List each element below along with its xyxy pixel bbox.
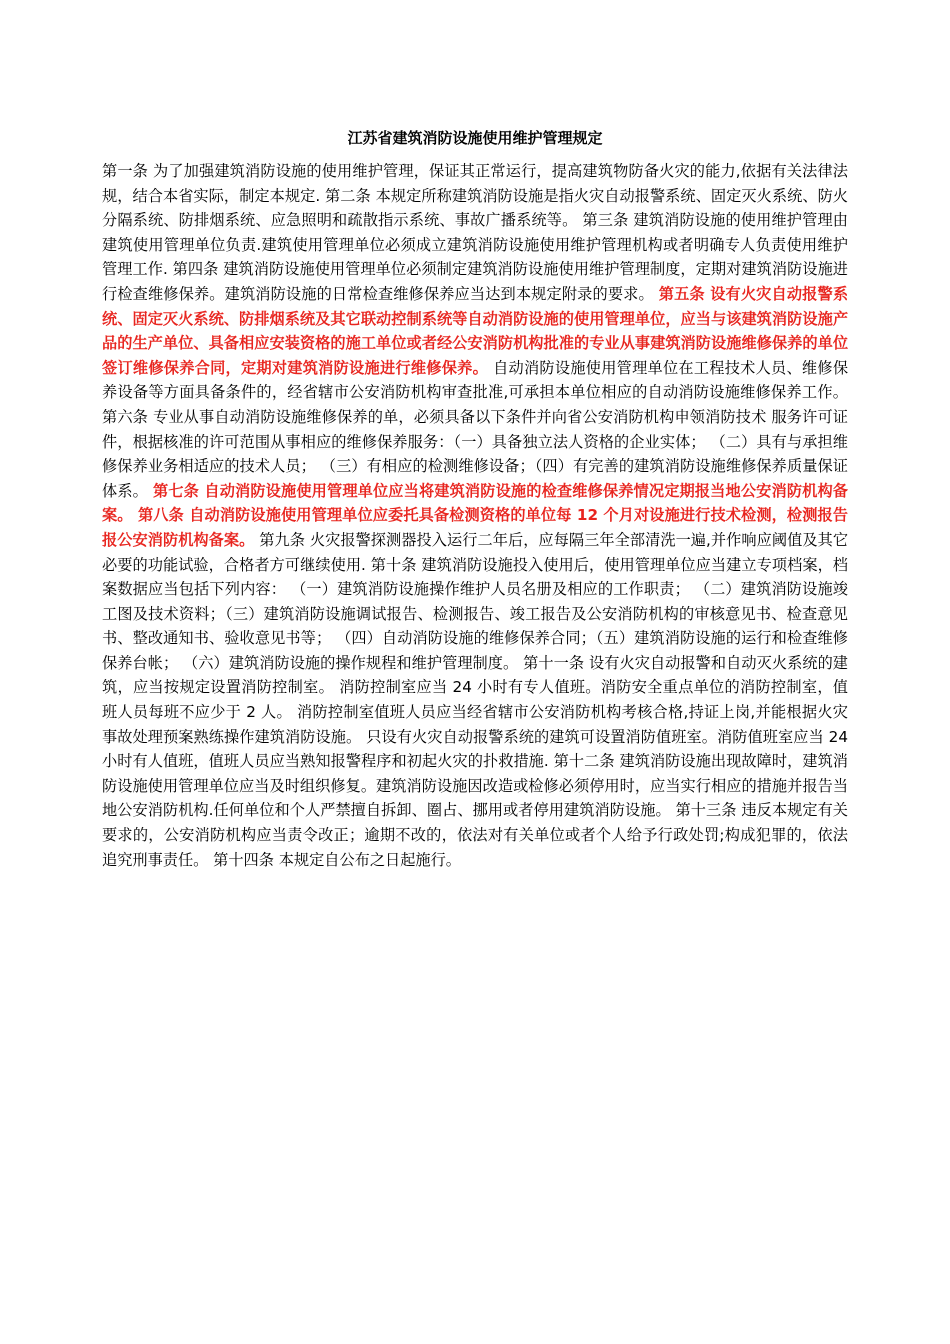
emphasis-text-articles-7-8: 第七条 自动消防设施使用管理单位应当将建筑消防设施的检查维修保养情况定期报当地公安消防机构备案。 第八条 自动消防设施使用管理单位应委托具备检测资格的单位每 12 个月对设施进行技术检测，检测报告报公安消防机构备案。: [102, 481, 848, 549]
body-text-segment-1: 第一条 为了加强建筑消防设施的使用维护管理，保证其正常运行，提高建筑物防备火灾的能力,依据有关法律法规，结合本省实际，制定本规定. 第二条 本规定所称建筑消防设施是指火灾自动报警系统、固定灭火系统、防火分隔系统、防排烟系统、应急照明和疏散指示系统、事故广播系统等。 第三条 建筑消防设施的使用维护管理由建筑使用管理单位负责.建筑使用管理单位必须成立建筑消防设施使用维护管理机构或者明确专人负责使用维护管理工作. 第四条 建筑消防设施使用管理单位必须制定建筑消防设施使用维护管理制度，定期对建筑消防设施进行检查维修保养。建筑消防设施的日常检查维修保养应当达到本规定附录的要求。: [102, 162, 848, 303]
body-text-segment-3: 第九条 火灾报警探测器投入运行二年后，应每隔三年全部清洗一遍,并作响应阈值及其它必要的功能试验，合格者方可继续使用. 第十条 建筑消防设施投入使用后，使用管理单位应当建立专项档案，档案数据应当包括下列内容： （一）建筑消防设施操作维护人员名册及相应的工作职责； （二）建筑消防设施竣工图及技术资料；（三）建筑消防设施调试报告、检测报告、竣工报告及公安消防机构的审核意见书、检查意见书、整改通知书、验收意见书等； （四）自动消防设施的维修保养合同；（五）建筑消防设施的运行和检查维修保养台帐； （六）建筑消防设施的操作规程和维护管理制度。 第十一条 设有火灾自动报警和自动灭火系统的建筑，应当按规定设置消防控制室。 消防控制室应当 24 小时有专人值班。消防安全重点单位的消防控制室，值班人员每班不应少于 2 人。 消防控制室值班人员应当经省辖市公安消防机构考核合格,持证上岗,并能根据火灾事故处理预案熟练操作建筑消防设施。 只设有火灾自动报警系统的建筑可设置消防值班室。消防值班室应当 24 小时有人值班，值班人员应当熟知报警程序和初起火灾的扑救措施. 第十二条 建筑消防设施出现故障时，建筑消防设施使用管理单位应当及时组织修复。建筑消防设施因改造或检修必须停用时，应当实行相应的措施并报告当地公安消防机构.任何单位和个人严禁擅自拆卸、圈占、挪用或者停用建筑消防设施。 第十三条 违反本规定有关要求的，公安消防机构应当责令改正；逾期不改的，依法对有关单位或者个人给予行政处罚;构成犯罪的，依法追究刑事责任。 第十四条 本规定自公布之日起施行。: [102, 530, 849, 869]
body-text-segment-2: 自动消防设施使用管理单位在工程技术人员、维修保养设备等方面具备条件的，经省辖市公安消防机构审查批准,可承担本单位相应的自动消防设施维修保养工作。 第六条 专业从事自动消防设施维修保养的单，必须具备以下条件并向省公安消防机构申领消防技术 服务许可证件，根据核准的许可范围从事相应的维修保养服务：（一）具备独立法人资格的企业实体； （二）具有与承担维修保养业务相适应的技术人员； （三）有相应的检测维修设备；（四）有完善的建筑消防设施维修保养质量保证体系。: [102, 358, 849, 500]
emphasis-text-article-5: 第五条 设有火灾自动报警系统、固定灭火系统、防排烟系统及其它联动控制系统等自动消防设施的使用管理单位，应当与该建筑消防设施产品的生产单位、具备相应安装资格的施工单位或者经公安消防机构批准的专业从事建筑消防设施维修保养的单位签订维修保养合同，定期对建筑消防设施进行维修保养。: [102, 284, 849, 377]
document-body: [102, 159, 848, 872]
document-title: 江苏省建筑消防设施使用维护管理规定: [347, 129, 603, 147]
